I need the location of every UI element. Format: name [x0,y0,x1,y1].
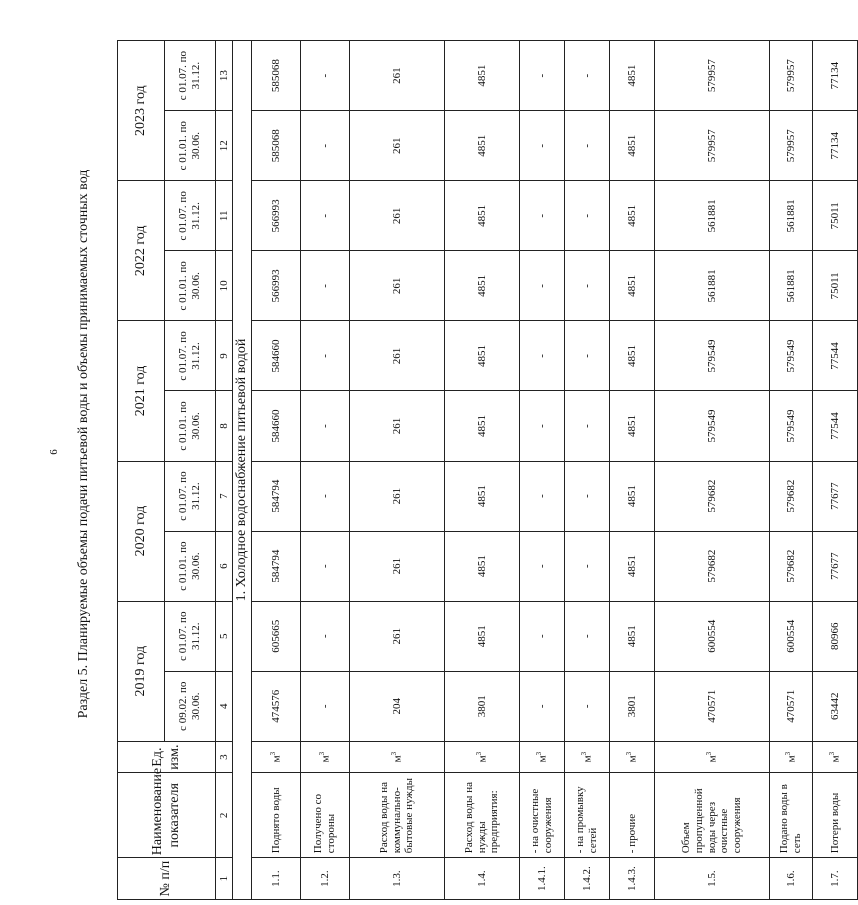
table-row [520,41,565,900]
value-cell: - [565,111,610,181]
table-row [445,41,520,900]
row-num: 1.4.3. [610,858,655,900]
header-year: 2021 год [118,321,165,461]
unit-exponent: 3 [534,751,543,756]
row-name: Объем пропущенной воды через очистные сооружения [655,773,770,858]
table-row [252,41,301,900]
value-cell: - [301,321,350,391]
value-cell: - [301,181,350,251]
value-cell: 63442 [813,671,858,741]
row-unit [252,741,301,773]
index-cell: 10 [216,251,233,321]
header-period: с 01.01. по 30.06. [165,111,216,181]
value-cell: 561881 [655,181,770,251]
value-cell: 579682 [655,461,770,531]
section-heading: 1. Холодное водоснабжение питьевой водой [233,41,252,900]
value-cell: 600554 [655,601,770,671]
unit-exponent: 3 [389,751,398,756]
table-row [565,41,610,900]
row-unit [770,741,813,773]
value-cell: - [565,251,610,321]
table-row [301,41,350,900]
index-cell: 6 [216,531,233,601]
header-period: с 01.01. по 30.06. [165,531,216,601]
table-row [350,41,445,900]
value-cell: - [565,321,610,391]
value-cell: 4851 [445,601,520,671]
value-cell: 77677 [813,531,858,601]
page-number: 6 [47,449,60,455]
unit-base: м [536,755,549,763]
unit-base: м [581,755,594,763]
row-num: 1.7. [813,858,858,900]
value-cell: - [520,251,565,321]
header-period: с 01.07. по 31.12. [165,321,216,391]
index-cell: 4 [216,671,233,741]
value-cell: 579549 [655,391,770,461]
value-cell: 4851 [445,111,520,181]
header-period: с 01.07. по 31.12. [165,41,216,111]
row-num: 1.3. [350,858,445,900]
header-name: Наименование показателя [118,773,216,858]
value-cell: 77544 [813,321,858,391]
value-cell: - [520,321,565,391]
value-cell: - [520,111,565,181]
value-cell: 474576 [252,671,301,741]
value-cell: 4851 [610,111,655,181]
row-unit [350,741,445,773]
unit-base: м [391,755,404,763]
value-cell: 4851 [610,531,655,601]
unit-base: м [626,755,639,763]
value-cell: - [565,181,610,251]
value-cell: 470571 [655,671,770,741]
unit-exponent: 3 [268,751,277,756]
value-cell: 561881 [655,251,770,321]
row-unit [445,741,520,773]
row-name: Расход воды на коммунально-бытовые нужды [350,773,445,858]
header-year: 2023 год [118,41,165,181]
value-cell: 4851 [445,41,520,111]
value-cell: 605665 [252,601,301,671]
value-cell: 4851 [445,391,520,461]
value-cell: - [565,531,610,601]
value-cell: 4851 [610,251,655,321]
value-cell: 584660 [252,321,301,391]
value-cell: 4851 [445,531,520,601]
value-cell: 585068 [252,111,301,181]
row-num: 1.5. [655,858,770,900]
header-period: с 01.07. по 31.12. [165,601,216,671]
row-unit [655,741,770,773]
unit-exponent: 3 [783,751,792,756]
row-num: 1.6. [770,858,813,900]
row-unit [520,741,565,773]
row-name: Подано воды в сеть [770,773,813,858]
row-num: 1.2. [301,858,350,900]
value-cell: - [520,601,565,671]
value-cell: 4851 [445,461,520,531]
row-unit [813,741,858,773]
index-cell: 13 [216,41,233,111]
table-row [610,41,655,900]
value-cell: 584660 [252,391,301,461]
value-cell: 77544 [813,391,858,461]
value-cell: 579957 [770,41,813,111]
table-row [655,41,770,900]
value-cell: 261 [350,601,445,671]
header-period: с 01.01. по 30.06. [165,251,216,321]
unit-exponent: 3 [624,751,633,756]
value-cell: 600554 [770,601,813,671]
index-cell: 3 [216,741,233,773]
value-cell: 579682 [770,461,813,531]
value-cell: 77134 [813,41,858,111]
value-cell: - [301,251,350,321]
index-cell: 8 [216,391,233,461]
index-cell: 11 [216,181,233,251]
value-cell: - [565,671,610,741]
value-cell: 261 [350,181,445,251]
value-cell: 584794 [252,461,301,531]
value-cell: - [520,461,565,531]
row-name: Получено со стороны [301,773,350,858]
table-row [813,41,858,900]
value-cell: 75011 [813,251,858,321]
value-cell: - [301,531,350,601]
value-cell: 4851 [445,181,520,251]
row-num: 1.4. [445,858,520,900]
value-cell: 579957 [655,41,770,111]
water-volume-table [117,40,858,900]
value-cell: 579957 [770,111,813,181]
unit-base: м [476,755,489,763]
value-cell: 3801 [445,671,520,741]
value-cell: - [565,601,610,671]
value-cell: - [520,671,565,741]
value-cell: 470571 [770,671,813,741]
unit-exponent: 3 [827,751,836,756]
value-cell: - [565,461,610,531]
value-cell: 4851 [445,251,520,321]
table-row [770,41,813,900]
value-cell: - [520,41,565,111]
value-cell: 561881 [770,181,813,251]
header-period: с 01.07. по 31.12. [165,461,216,531]
value-cell: 4851 [610,461,655,531]
unit-base: м [829,755,842,763]
table-container [117,40,842,900]
index-cell: 2 [216,773,233,858]
value-cell: - [520,531,565,601]
row-unit [301,741,350,773]
row-unit [565,741,610,773]
value-cell: 75011 [813,181,858,251]
value-cell: 584794 [252,531,301,601]
index-cell: 5 [216,601,233,671]
value-cell: - [301,111,350,181]
header-unit: Ед. изм. [118,741,216,773]
value-cell: 4851 [610,601,655,671]
row-num: 1.4.2. [565,858,610,900]
value-cell: 261 [350,41,445,111]
section-title: Раздел 5. Планируемые объемы подачи питьевой воды и объемы принимаемых сточных вод [76,169,91,719]
value-cell: 579682 [770,531,813,601]
header-period: с 01.01. по 30.06. [165,391,216,461]
value-cell: 566993 [252,251,301,321]
value-cell: 585068 [252,41,301,111]
unit-base: м [785,755,798,763]
value-cell: - [301,41,350,111]
unit-base: м [319,755,332,763]
row-name: - на промывку сетей [565,773,610,858]
value-cell: 579682 [655,531,770,601]
value-cell: 77677 [813,461,858,531]
value-cell: - [301,601,350,671]
value-cell: - [301,461,350,531]
index-cell: 12 [216,111,233,181]
row-unit [610,741,655,773]
value-cell: 4851 [610,41,655,111]
value-cell: 261 [350,251,445,321]
value-cell: - [520,391,565,461]
value-cell: 261 [350,321,445,391]
unit-exponent: 3 [579,751,588,756]
header-year: 2022 год [118,181,165,321]
row-name: - на очистные сооружения [520,773,565,858]
index-cell: 9 [216,321,233,391]
value-cell: 4851 [610,391,655,461]
value-cell: 4851 [610,181,655,251]
header-year: 2020 год [118,461,165,601]
value-cell: - [565,391,610,461]
row-name: Расход воды на нужды предприятия: [445,773,520,858]
value-cell: 579549 [770,321,813,391]
unit-exponent: 3 [704,751,713,756]
unit-exponent: 3 [474,751,483,756]
index-cell: 1 [216,858,233,900]
value-cell: 80966 [813,601,858,671]
row-num: 1.4.1. [520,858,565,900]
row-name: Потери воды [813,773,858,858]
value-cell: 204 [350,671,445,741]
header-period: с 09.02. по 30.06. [165,671,216,741]
value-cell: 4851 [610,321,655,391]
value-cell: 579549 [770,391,813,461]
value-cell: 579549 [655,321,770,391]
value-cell: 261 [350,531,445,601]
value-cell: 566993 [252,181,301,251]
unit-base: м [270,755,283,763]
value-cell: - [520,181,565,251]
value-cell: - [301,671,350,741]
value-cell: 3801 [610,671,655,741]
row-num: 1.1. [252,858,301,900]
unit-exponent: 3 [317,751,326,756]
header-num: № п/п [118,858,216,900]
value-cell: 261 [350,461,445,531]
value-cell: 4851 [445,321,520,391]
header-year: 2019 год [118,601,165,741]
row-name: - прочие [610,773,655,858]
value-cell: 261 [350,111,445,181]
header-period: с 01.07. по 31.12. [165,181,216,251]
value-cell: 579957 [655,111,770,181]
unit-base: м [706,755,719,763]
value-cell: 77134 [813,111,858,181]
index-cell: 7 [216,461,233,531]
value-cell: - [301,391,350,461]
row-name: Поднято воды [252,773,301,858]
value-cell: 261 [350,391,445,461]
value-cell: - [565,41,610,111]
value-cell: 561881 [770,251,813,321]
